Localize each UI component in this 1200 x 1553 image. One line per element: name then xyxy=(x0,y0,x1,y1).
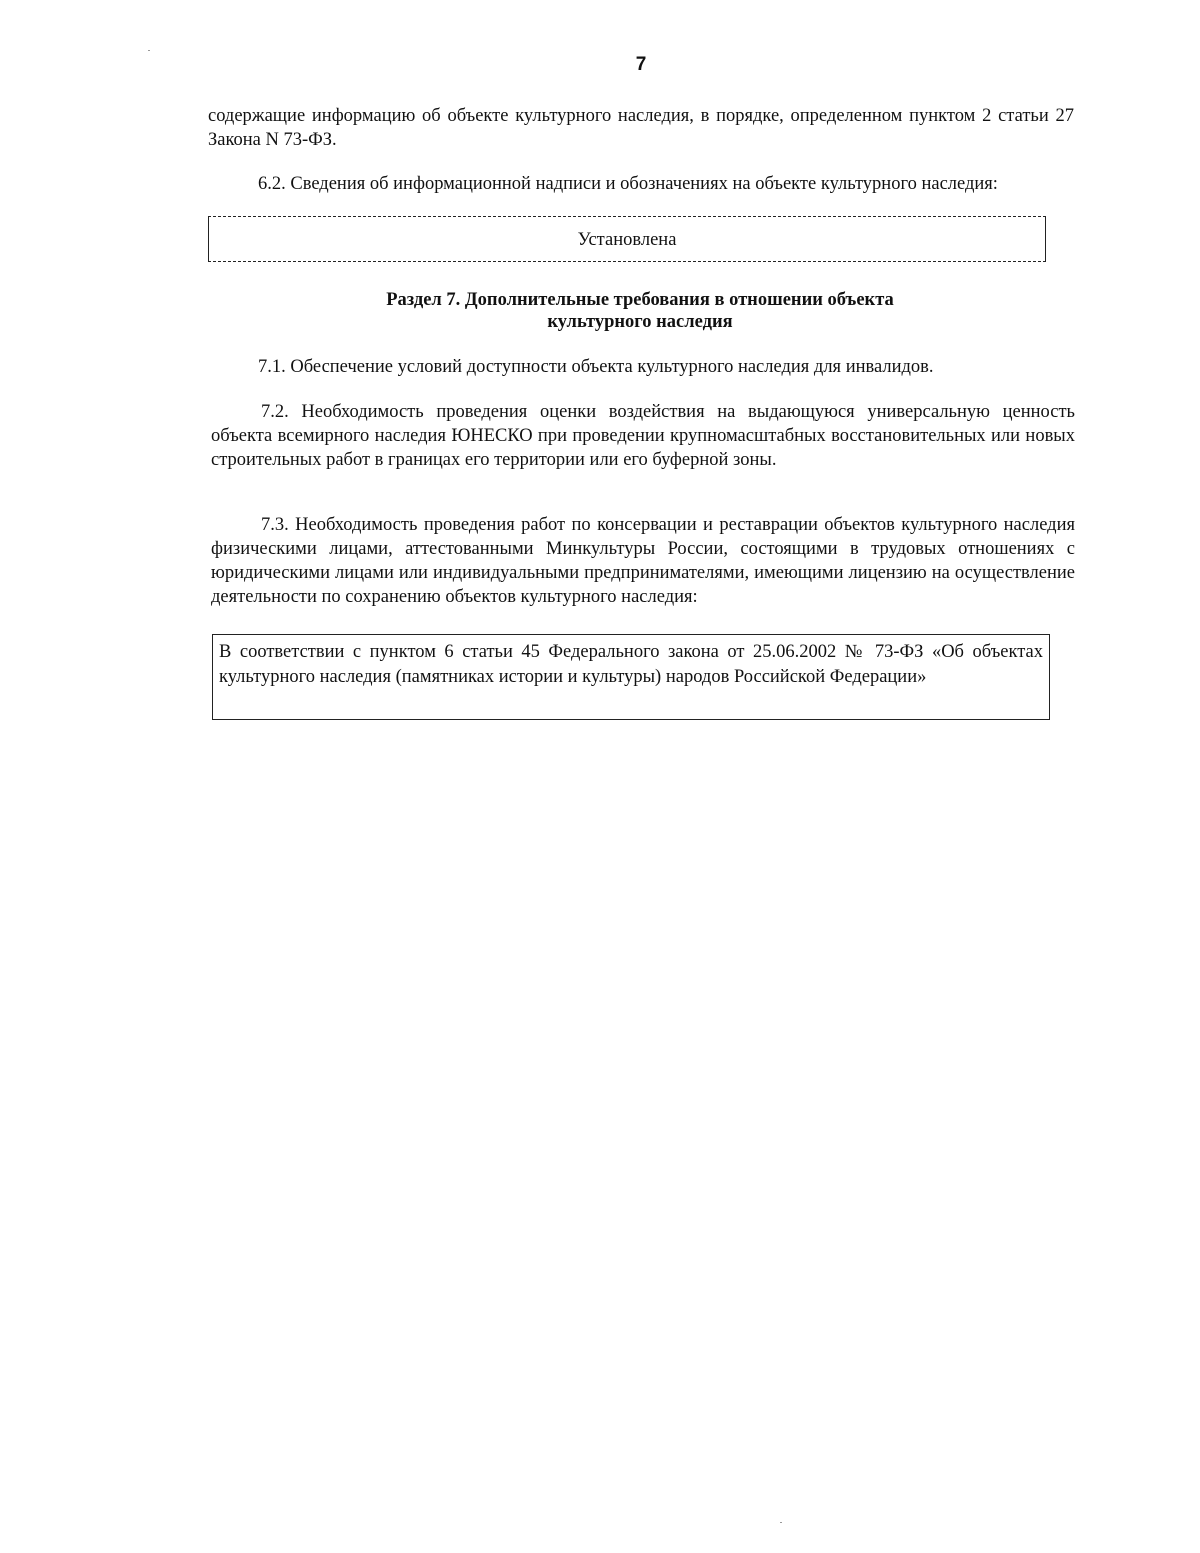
inscription-status-text: Установлена xyxy=(577,230,677,250)
paragraph-continuation: содержащие информацию об объекте культурного наследия, в порядке, определенном пунктом 2 статьи 27 Закона N 73-ФЗ. xyxy=(208,106,1074,150)
paragraph-7-1: 7.1. Обеспечение условий доступности объекта культурного наследия для инвалидов. xyxy=(258,357,934,377)
scan-speck xyxy=(148,50,150,51)
legal-reference-text: В соответствии с пунктом 6 статьи 45 Федерального закона от 25.06.2002 № 73-ФЗ «Об объектах культурного наследия (памятниках истории и культуры) народов Российской Федерации» xyxy=(219,642,1043,687)
legal-reference-box xyxy=(212,634,1050,720)
paragraph-7-3: 7.3. Необходимость проведения работ по консервации и реставрации объектов культурного наследия физическими лицами, аттестованными Минкультуры России, состоящими в трудовых отношениях с юридическими лицами или индивидуальными предпринимателями, имеющими лицензию на осуществление деятельности по сохранению объектов культурного наследия: xyxy=(211,515,1075,607)
page-number: 7 xyxy=(635,54,647,75)
paragraph-6-2: 6.2. Сведения об информационной надписи и обозначениях на объекте культурного наследия: xyxy=(258,174,998,194)
paragraph-7-2: 7.2. Необходимость проведения оценки воздействия на выдающуюся универсальную ценность объекта всемирного наследия ЮНЕСКО при проведении крупномасштабных восстановительных или новых строительных работ в границах его территории или его буферной зоны. xyxy=(211,402,1075,470)
scan-speck xyxy=(780,1522,782,1523)
inscription-status-box xyxy=(208,216,1046,262)
section-heading-line-1: Раздел 7. Дополнительные требования в отношении объекта xyxy=(386,290,894,310)
section-heading-line-2: культурного наследия xyxy=(547,312,733,332)
section-7-heading xyxy=(240,289,1040,333)
